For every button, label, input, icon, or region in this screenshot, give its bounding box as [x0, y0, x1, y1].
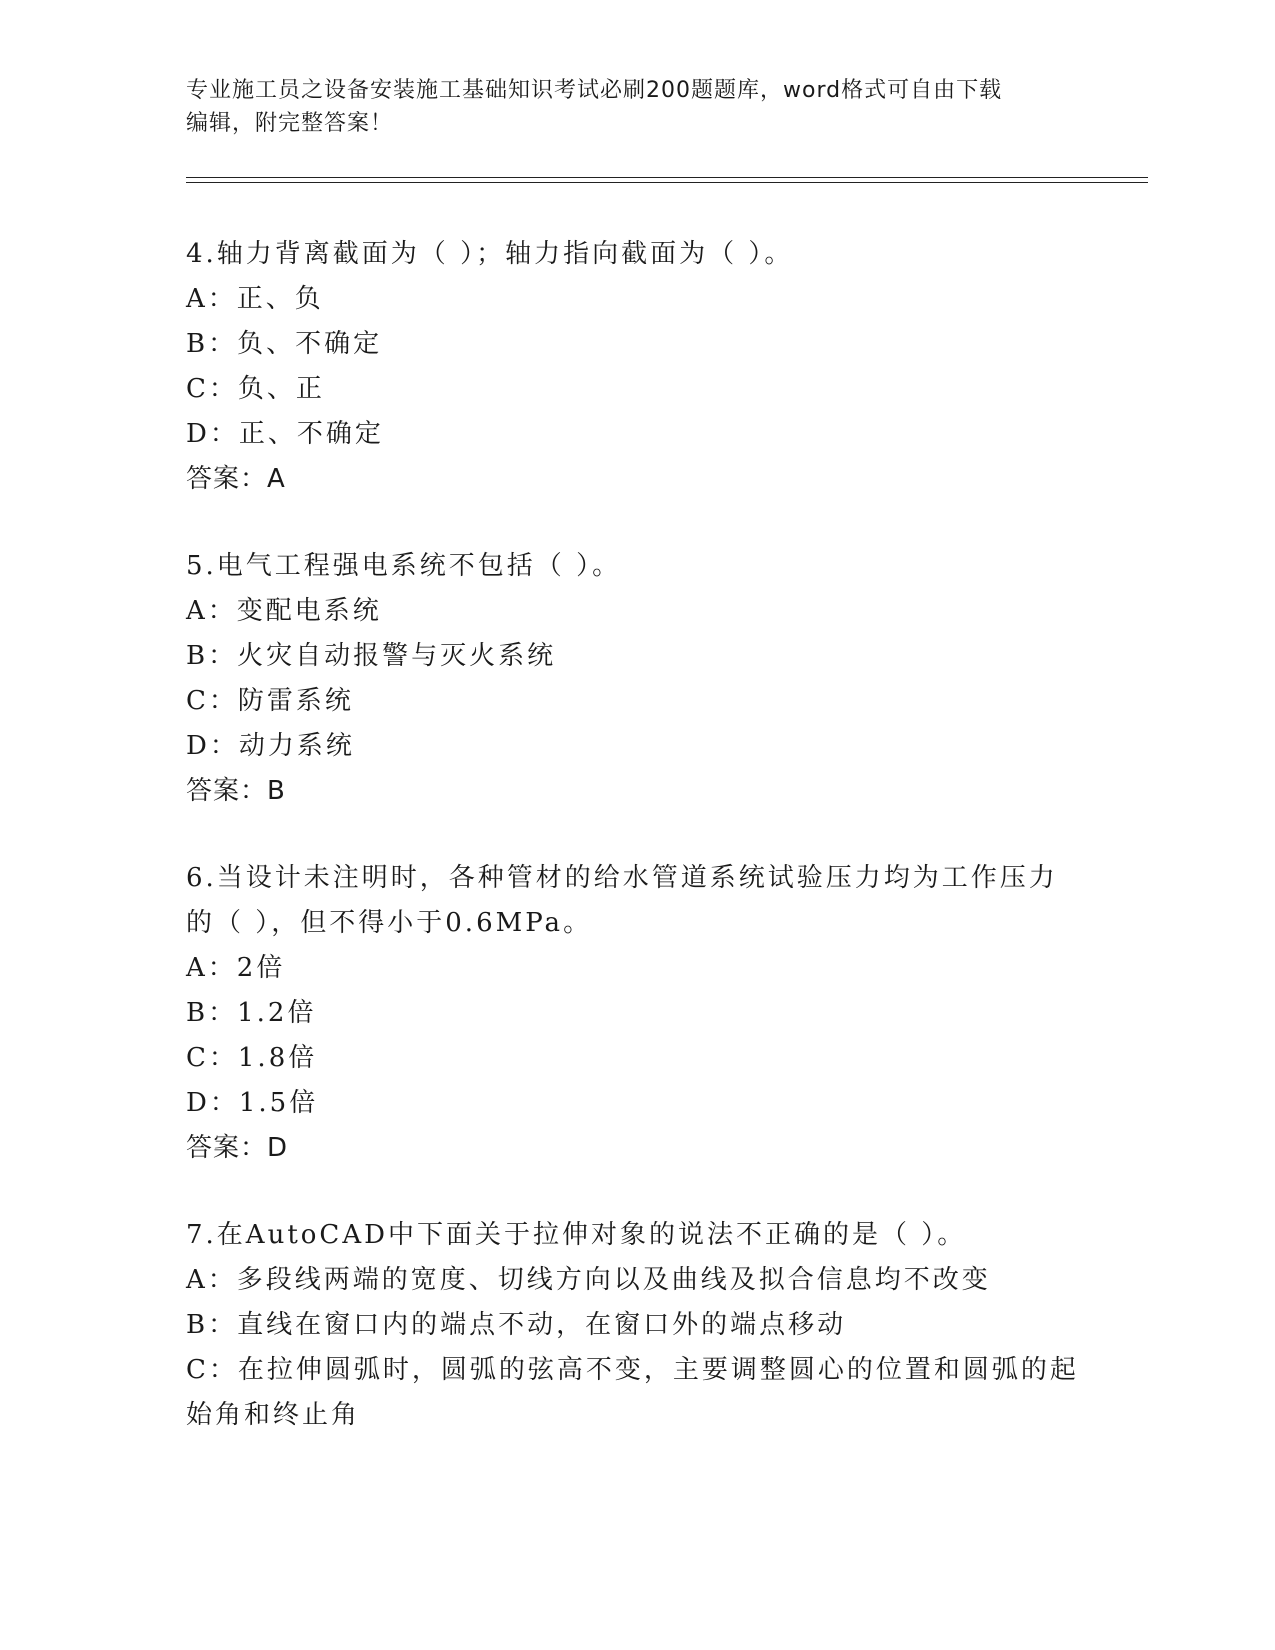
- option-c: C：负、正: [186, 374, 325, 404]
- header-line-2: 编辑，附完整答案！: [186, 111, 394, 136]
- option-c: C：防雷系统: [186, 686, 354, 716]
- option-d: D：正、不确定: [186, 419, 384, 449]
- question-stem: 5.电气工程强电系统不包括（ ）。: [186, 551, 622, 581]
- question-7: [186, 1213, 1086, 1438]
- answer-label: 答案：D: [186, 1133, 289, 1163]
- option-c: C：在拉伸圆弧时，圆弧的弦高不变，主要调整圆心的位置和圆弧的起始角和终止角: [186, 1355, 1079, 1430]
- option-a: A：多段线两端的宽度、切线方向以及曲线及拟合信息均不改变: [186, 1265, 991, 1295]
- option-c: C：1.8倍: [186, 1043, 318, 1073]
- question-4: [186, 232, 1086, 502]
- question-6: [186, 856, 1086, 1171]
- header-line-1: 专业施工员之设备安装施工基础知识考试必刷200题题库，word格式可自由下载: [186, 78, 1003, 103]
- question-stem: 4.轴力背离截面为（ ）；轴力指向截面为（ ）。: [186, 239, 794, 269]
- option-a: A：2倍: [186, 953, 286, 983]
- document-header: [186, 74, 1066, 140]
- option-a: A：变配电系统: [186, 596, 382, 626]
- answer-label: 答案：B: [186, 776, 286, 806]
- option-b: B：负、不确定: [186, 329, 383, 359]
- header-divider-bottom: [186, 182, 1148, 183]
- question-list: [186, 232, 1086, 1480]
- header-divider-top: [186, 177, 1148, 178]
- option-b: B：1.2倍: [186, 998, 317, 1028]
- option-b: B：直线在窗口内的端点不动，在窗口外的端点移动: [186, 1310, 847, 1340]
- answer-label: 答案：A: [186, 464, 286, 494]
- option-a: A：正、负: [186, 284, 324, 314]
- question-stem: 6.当设计未注明时，各种管材的给水管道系统试验压力均为工作压力的（ ），但不得小于0.6MPa。: [186, 863, 1058, 938]
- option-d: D：1.5倍: [186, 1088, 319, 1118]
- question-5: [186, 544, 1086, 814]
- question-stem: 7.在AutoCAD中下面关于拉伸对象的说法不正确的是（ ）。: [186, 1220, 967, 1250]
- option-b: B：火灾自动报警与灭火系统: [186, 641, 557, 671]
- option-d: D：动力系统: [186, 731, 355, 761]
